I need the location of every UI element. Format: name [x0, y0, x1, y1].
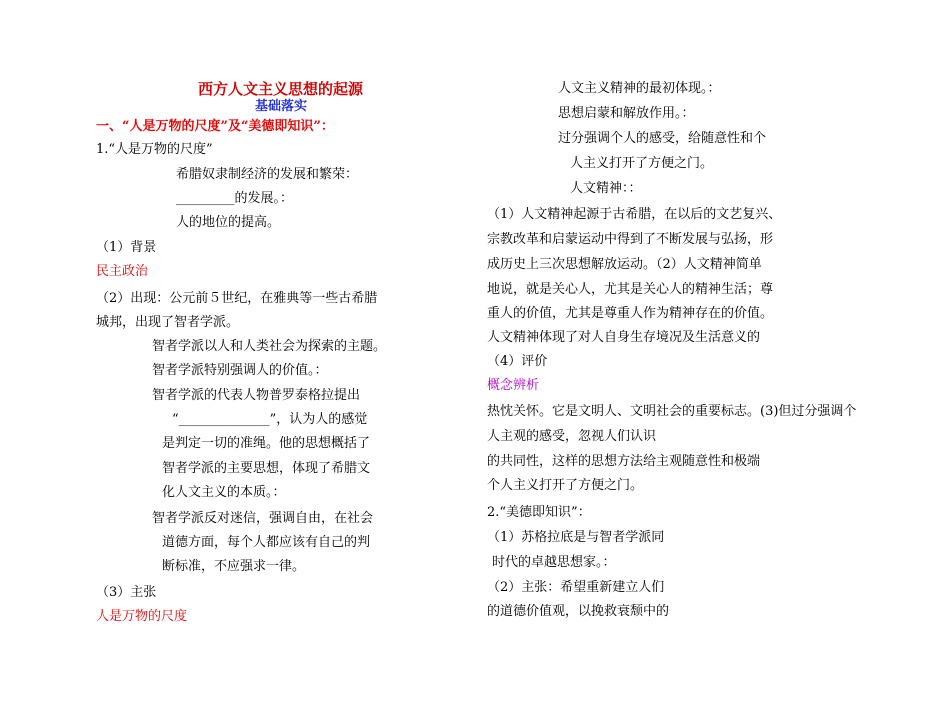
- text-line: （2）主张：希望重新建立人们: [487, 580, 665, 595]
- text-line: “______________”，认为人的感觉: [172, 412, 368, 427]
- text-line: 人文精神体现了对人自身生存境况及生活意义的: [487, 330, 761, 345]
- text-line: 地说，就是关心人，尤其是关心人的精神生活；尊: [487, 282, 774, 297]
- text-line: 人的地位的提高。: [176, 215, 281, 230]
- text-line: 智者学派的代表人物普罗泰格拉提出: [152, 388, 361, 403]
- text-line: 重人的价值，尤其是尊重人作为精神存在的价值。: [487, 306, 774, 321]
- text-line: 人主义打开了方便之门。: [570, 156, 714, 171]
- text-line: _________的发展。：: [176, 191, 294, 206]
- text-line: 的共同性，这样的思想方法给主观随意性和极端: [487, 454, 761, 469]
- text-line: （1）苏格拉底是与智者学派同: [487, 530, 665, 545]
- text-line: （3）主张: [96, 585, 157, 600]
- text-line: （2）出现：公元前５世纪，在雅典等一些古希腊: [96, 291, 378, 306]
- text-line: 人文精神：：: [570, 181, 642, 196]
- text-line: 智者学派反对迷信，强调自由，在社会: [152, 511, 374, 526]
- page-title: 西方人文主义思想的起源: [198, 80, 364, 98]
- text-line: （1）背景: [96, 240, 157, 255]
- text-line: 断标准，不应强求一律。: [162, 559, 306, 574]
- text-line: 化人文主义的本质。：: [162, 485, 286, 500]
- text-line: 过分强调个人的感受，给随意性和个: [558, 131, 767, 146]
- text-line: 智者学派的主要思想，体现了希腊文: [162, 461, 371, 476]
- text-line: （4）评价: [487, 354, 548, 369]
- text-line: （1）人文精神起源于古希腊，在以后的文艺复兴、: [487, 207, 782, 222]
- text-line: 人主观的感受，忽视人们认识: [487, 429, 657, 444]
- text-line: 智者学派特别强调人的价值。：: [152, 363, 328, 378]
- text-line: 是判定一切的准绳。他的思想概括了: [162, 436, 371, 451]
- text-line: 时代的卓越思想家。：: [492, 555, 616, 570]
- text-line: 个人主义打开了方便之门。: [487, 478, 644, 493]
- concept-label: 概念辨析: [487, 378, 540, 393]
- text-line: 希腊奴隶制经济的发展和繁荣：: [176, 167, 359, 182]
- subsection-heading: 1.“人是万物的尺度”: [96, 142, 213, 157]
- section-heading-1: 一、“人是万物的尺度”及“美德即知识”：: [96, 119, 334, 134]
- text-line: 智者学派以人和人类社会为探索的主题。: [152, 339, 387, 354]
- text-line: 人文主义精神的最初体现。：: [558, 81, 721, 96]
- text-line: 热忱关怀。它是文明人、文明社会的重要标志。(3)但过分强调个: [487, 404, 857, 419]
- text-line: 宗教改革和启蒙运动中得到了不断发展与弘扬，形: [487, 232, 774, 247]
- text-line: 的道德价值观，以挽救衰颓中的: [487, 604, 670, 619]
- red-label: 民主政治: [96, 264, 149, 279]
- text-line: 思想启蒙和解放作用。：: [558, 106, 695, 121]
- text-line: 城邦，出现了智者学派。: [96, 315, 240, 330]
- page-subtitle: 基础落实: [255, 99, 308, 114]
- red-label: 人是万物的尺度: [96, 609, 188, 624]
- subsection-heading: 2.“美德即知识”：: [487, 505, 591, 520]
- text-line: 道德方面，每个人都应该有自己的判: [162, 535, 371, 550]
- text-line: 成历史上三次思想解放运动。（2）人文精神简单: [487, 257, 762, 272]
